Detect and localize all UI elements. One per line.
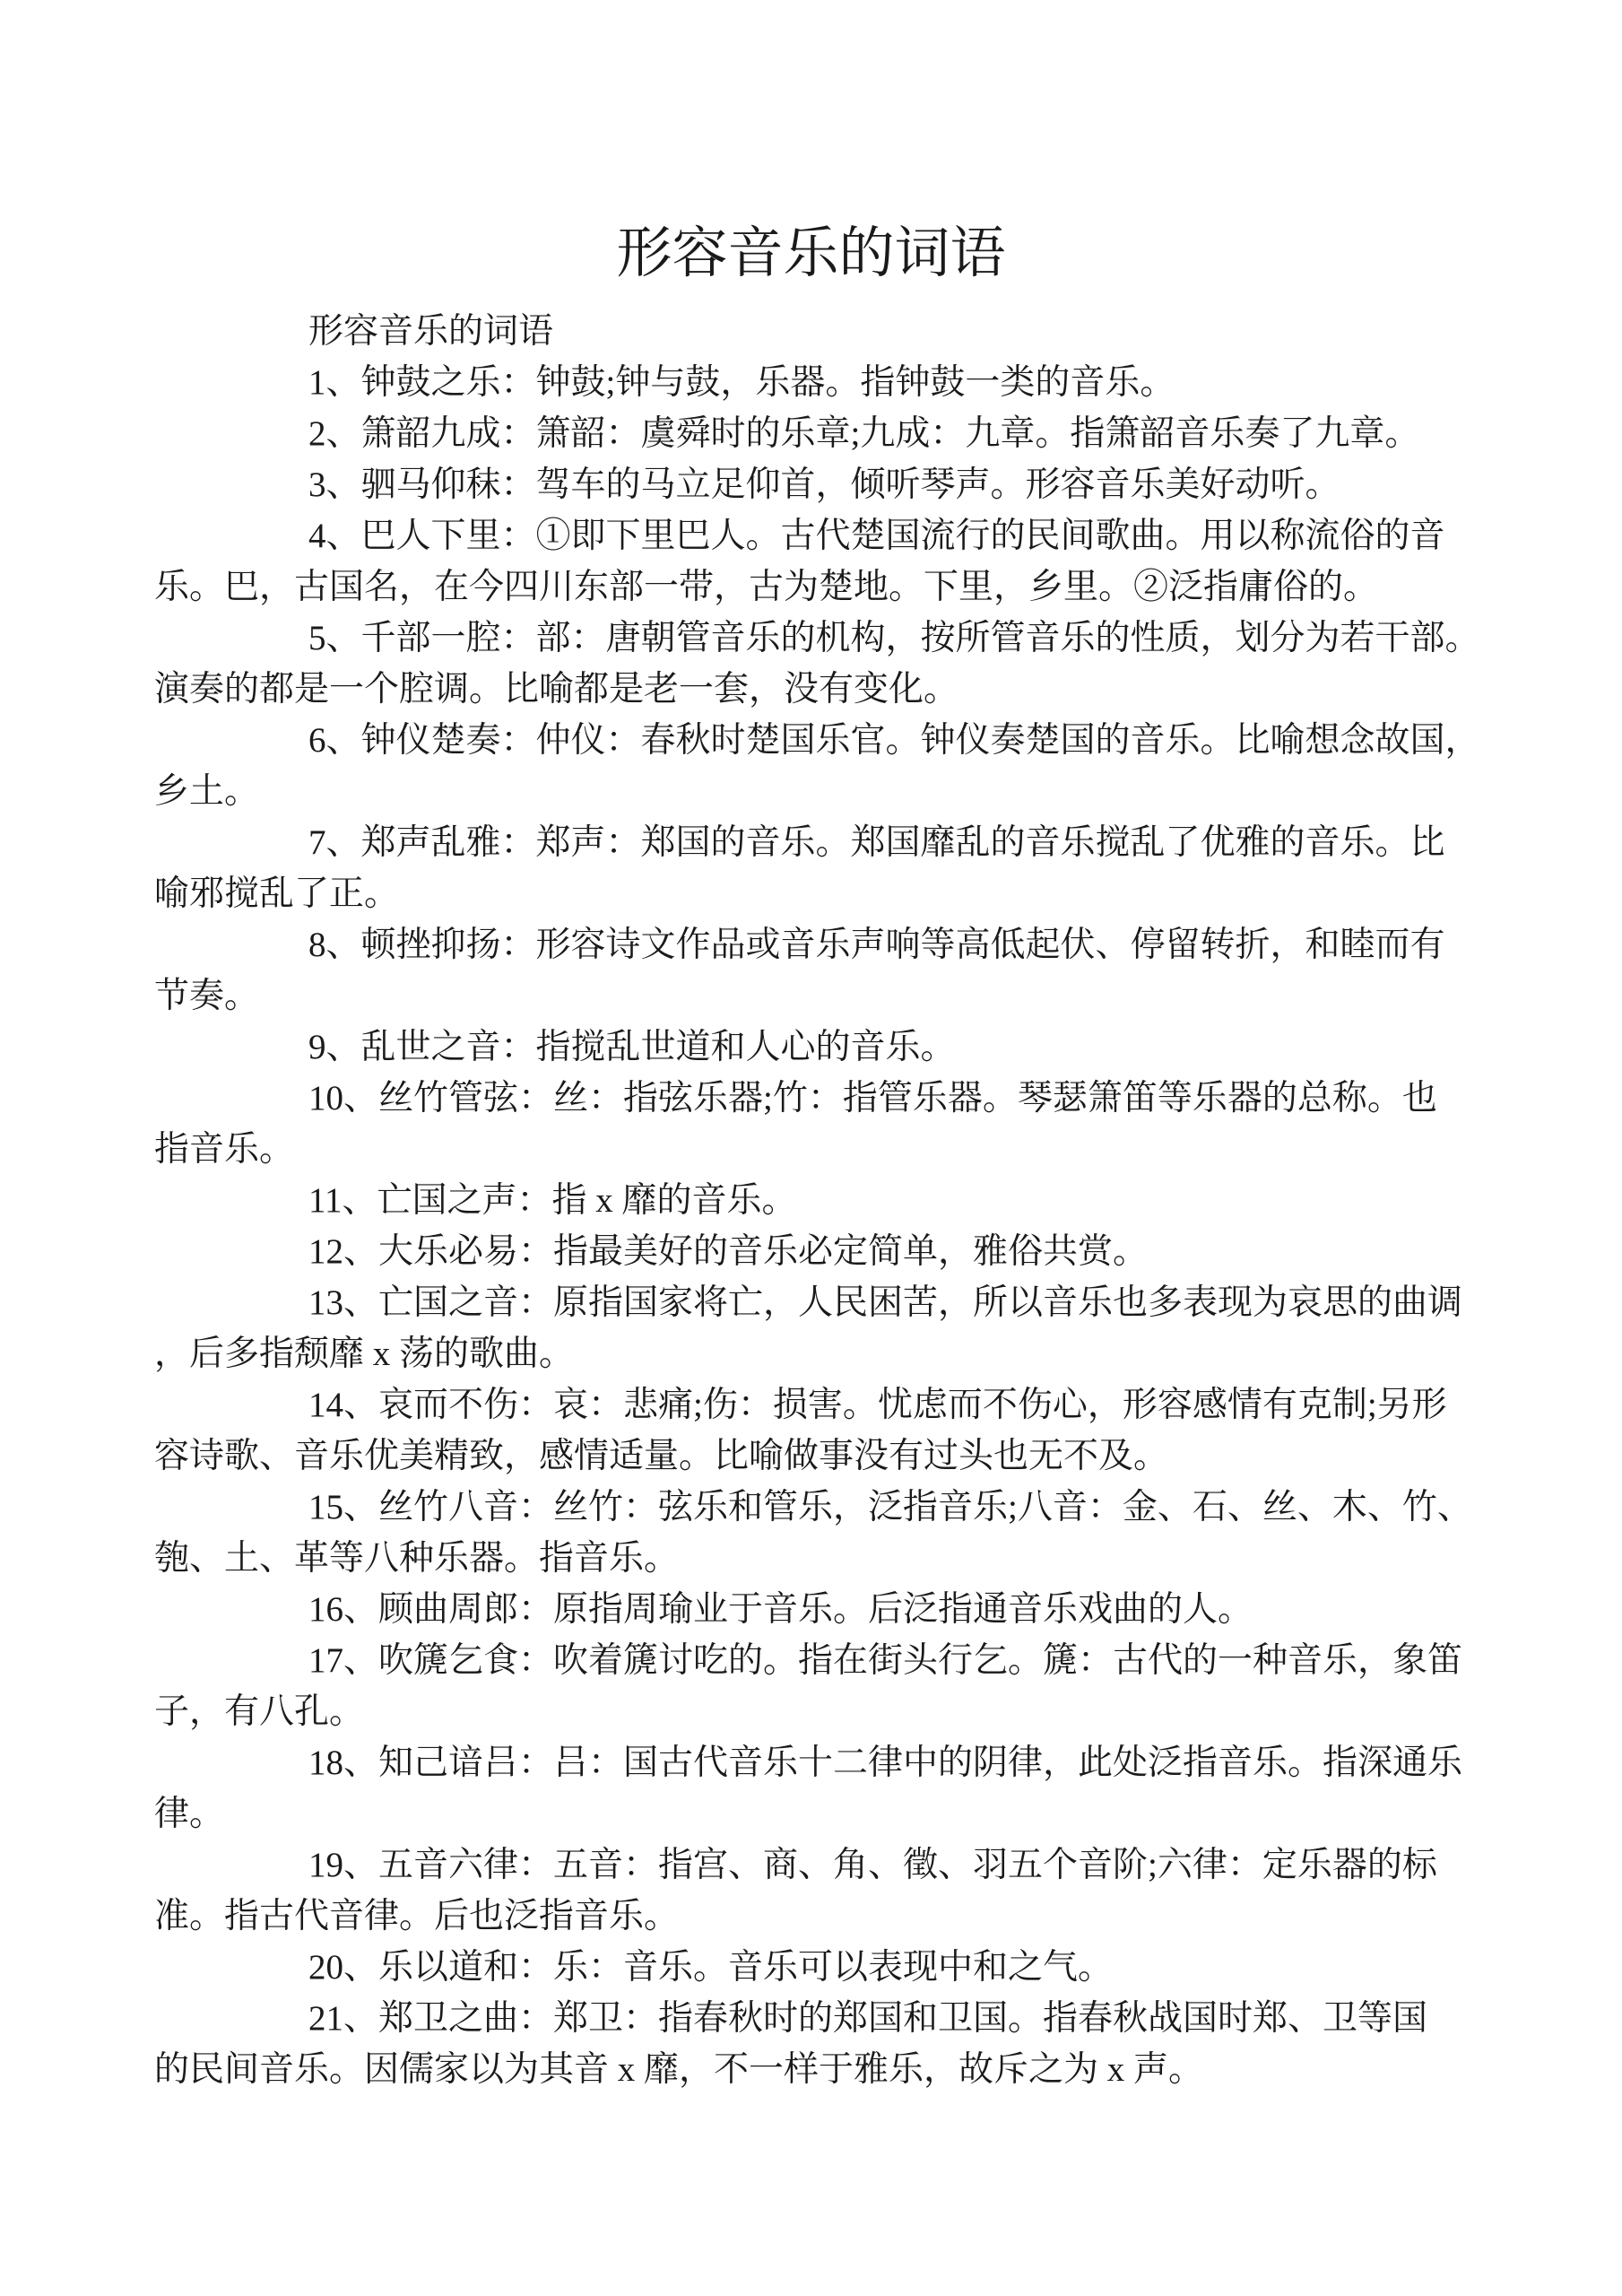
document-body: [154, 306, 1622, 2095]
list-item-10-line-1: 10、丝竹管弦：丝：指弦乐器;竹：指管乐器。琴瑟箫笛等乐器的总称。也: [308, 1079, 1437, 1118]
list-item-6: [154, 715, 1622, 817]
list-item-5: [154, 613, 1622, 715]
document-title: 形容音乐的词语: [616, 223, 1006, 284]
list-item-17-line-1: 17、吹篪乞食：吹着篪讨吃的。指在街头行乞。篪：古代的一种音乐，象笛: [308, 1641, 1463, 1680]
list-item-11-line-1: 11、亡国之声：指 x 靡的音乐。: [308, 1181, 797, 1220]
list-item-15-line-2: 匏、土、革等八种乐器。指音乐。: [154, 1539, 680, 1578]
list-item-13-line-1: 13、亡国之音：原指国家将亡，人民困苦，所以音乐也多表现为哀思的曲调: [308, 1283, 1463, 1322]
list-item-14: [154, 1379, 1622, 1482]
list-item-10: [154, 1073, 1622, 1175]
list-item-1-line-1: 1、钟鼓之乐：钟鼓;钟与鼓，乐器。指钟鼓一类的音乐。: [308, 363, 1175, 402]
list-item-9-line-1: 9、乱世之音：指搅乱世道和人心的音乐。: [308, 1028, 956, 1066]
list-item-7-line-1: 7、郑声乱雅：郑声：郑国的音乐。郑国靡乱的音乐搅乱了优雅的音乐。比: [308, 823, 1445, 862]
list-item-13-line-2: ，后多指颓靡 x 荡的歌曲。: [154, 1335, 575, 1373]
idiom-list: [154, 357, 1622, 2095]
list-item-17-line-2: 子，有八孔。: [154, 1692, 365, 1731]
list-item-2-line-1: 2、箫韶九成：箫韶：虞舜时的乐章;九成：九章。指箫韶音乐奏了九章。: [308, 414, 1420, 453]
list-item-10-line-2: 指音乐。: [154, 1130, 295, 1169]
list-item-16: [154, 1584, 1622, 1635]
list-item-14-line-1: 14、哀而不伤：哀：悲痛;伤：损害。忧虑而不伤心，形容感情有克制;另形: [308, 1386, 1447, 1424]
list-item-3-line-1: 3、驷马仰秣：驾车的马立足仰首，倾听琴声。形容音乐美好动听。: [308, 465, 1340, 504]
list-item-15: [154, 1482, 1622, 1584]
list-item-12-line-1: 12、大乐必易：指最美好的音乐必定简单，雅俗共赏。: [308, 1232, 1149, 1271]
list-item-18-line-2: 律。: [154, 1795, 225, 1833]
list-item-4-line-2: 乐。巴，古国名，在今四川东部一带，古为楚地。下里，乡里。②泛指庸俗的。: [154, 568, 1379, 606]
list-item-4: [154, 510, 1622, 613]
list-item-17: [154, 1635, 1622, 1737]
list-item-15-line-1: 15、丝竹八音：丝竹：弦乐和管乐，泛指音乐;八音：金、石、丝、木、竹、: [308, 1488, 1472, 1526]
list-item-12: [154, 1226, 1622, 1277]
list-item-20: [154, 1942, 1622, 1993]
list-item-21-line-2: 的民间音乐。因儒家以为其音 x 靡，不一样于雅乐，故斥之为 x 声。: [154, 2050, 1204, 2089]
document-subtitle: [154, 306, 1622, 357]
list-item-5-line-1: 5、千部一腔：部：唐朝管音乐的机构，按所管音乐的性质，划分为若干部。: [308, 619, 1480, 657]
list-item-21-line-1: 21、郑卫之曲：郑卫：指春秋时的郑国和卫国。指春秋战国时郑、卫等国: [308, 1999, 1428, 2038]
list-item-19-line-1: 19、五音六律：五音：指宫、商、角、徵、羽五个音阶;六律：定乐器的标: [308, 1846, 1437, 1884]
list-item-11: [154, 1175, 1622, 1226]
list-item-8-line-1: 8、顿挫抑扬：形容诗文作品或音乐声响等高低起伏、停留转折，和睦而有: [308, 926, 1445, 964]
subtitle-line: 形容音乐的词语: [308, 312, 554, 351]
list-item-6-line-2: 乡土。: [154, 772, 260, 811]
list-item-14-line-2: 容诗歌、音乐优美精致，感情适量。比喻做事没有过头也无不及。: [154, 1437, 1169, 1475]
list-item-7: [154, 817, 1622, 919]
list-item-2: [154, 408, 1622, 459]
list-item-8: [154, 919, 1622, 1022]
list-item-21: [154, 1993, 1622, 2095]
list-item-18: [154, 1737, 1622, 1839]
list-item-19-line-2: 准。指古代音律。后也泛指音乐。: [154, 1897, 680, 1935]
list-item-7-line-2: 喻邪搅乱了正。: [154, 874, 400, 913]
list-item-20-line-1: 20、乐以道和：乐：音乐。音乐可以表现中和之气。: [308, 1948, 1114, 1987]
list-item-5-line-2: 演奏的都是一个腔调。比喻都是老一套，没有变化。: [154, 670, 959, 709]
list-item-18-line-1: 18、知己谙吕：吕：国古代音乐十二律中的阴律，此处泛指音乐。指深通乐: [308, 1744, 1463, 1782]
list-item-13: [154, 1277, 1622, 1379]
list-item-16-line-1: 16、顾曲周郎：原指周瑜业于音乐。后泛指通音乐戏曲的人。: [308, 1590, 1253, 1629]
list-item-19: [154, 1839, 1622, 1942]
list-item-4-line-1: 4、巴人下里：①即下里巴人。古代楚国流行的民间歌曲。用以称流俗的音: [308, 517, 1445, 555]
list-item-9: [154, 1022, 1622, 1073]
list-item-6-line-1: 6、钟仪楚奏：仲仪：春秋时楚国乐官。钟仪奏楚国的音乐。比喻想念故国，: [308, 721, 1480, 760]
list-item-3: [154, 459, 1622, 510]
list-item-1: [154, 357, 1622, 408]
list-item-8-line-2: 节奏。: [154, 977, 260, 1015]
